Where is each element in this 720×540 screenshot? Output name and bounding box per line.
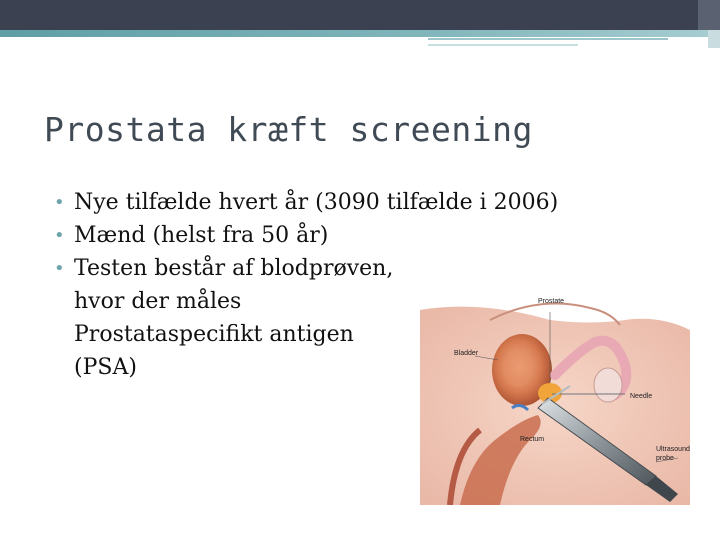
decorative-rule-1	[428, 38, 668, 40]
probe-label-line2: probe	[656, 455, 674, 462]
bullet-dot: •	[54, 225, 65, 246]
bullet-continuation: (PSA)	[74, 355, 137, 380]
probe-label-line1: Ultrasound	[656, 446, 690, 453]
bullet-item	[50, 219, 558, 252]
bullet-dot: •	[54, 192, 65, 213]
needle-label: Needle	[630, 393, 653, 400]
rectum-label: Rectum	[520, 436, 545, 443]
prostate-label: Prostate	[538, 298, 565, 305]
bullet-text: Mænd (helst fra 50 år)	[74, 223, 329, 248]
header-band-accent	[698, 0, 720, 30]
decorative-stripe	[708, 30, 720, 48]
bullet-text: Nye tilfælde hvert år (3090 tilfælde i 2006)	[74, 190, 559, 215]
header-rule	[0, 30, 720, 37]
bullet-continuation: hvor der måles	[74, 289, 242, 314]
bullet-continuation: Prostataspecifikt antigen	[74, 322, 354, 347]
anatomy-illustration	[420, 290, 690, 505]
testis-shape	[594, 368, 622, 402]
bladder-inner	[503, 349, 533, 387]
bladder-label: Bladder	[454, 350, 479, 357]
decorative-rule-2	[428, 44, 578, 46]
header-band	[0, 0, 720, 30]
slide-title: Prostata kræft screening	[44, 110, 533, 149]
bullet-dot: •	[54, 258, 65, 279]
bullet-item	[50, 186, 558, 219]
bullet-text: Testen består af blodprøven,	[74, 256, 394, 281]
